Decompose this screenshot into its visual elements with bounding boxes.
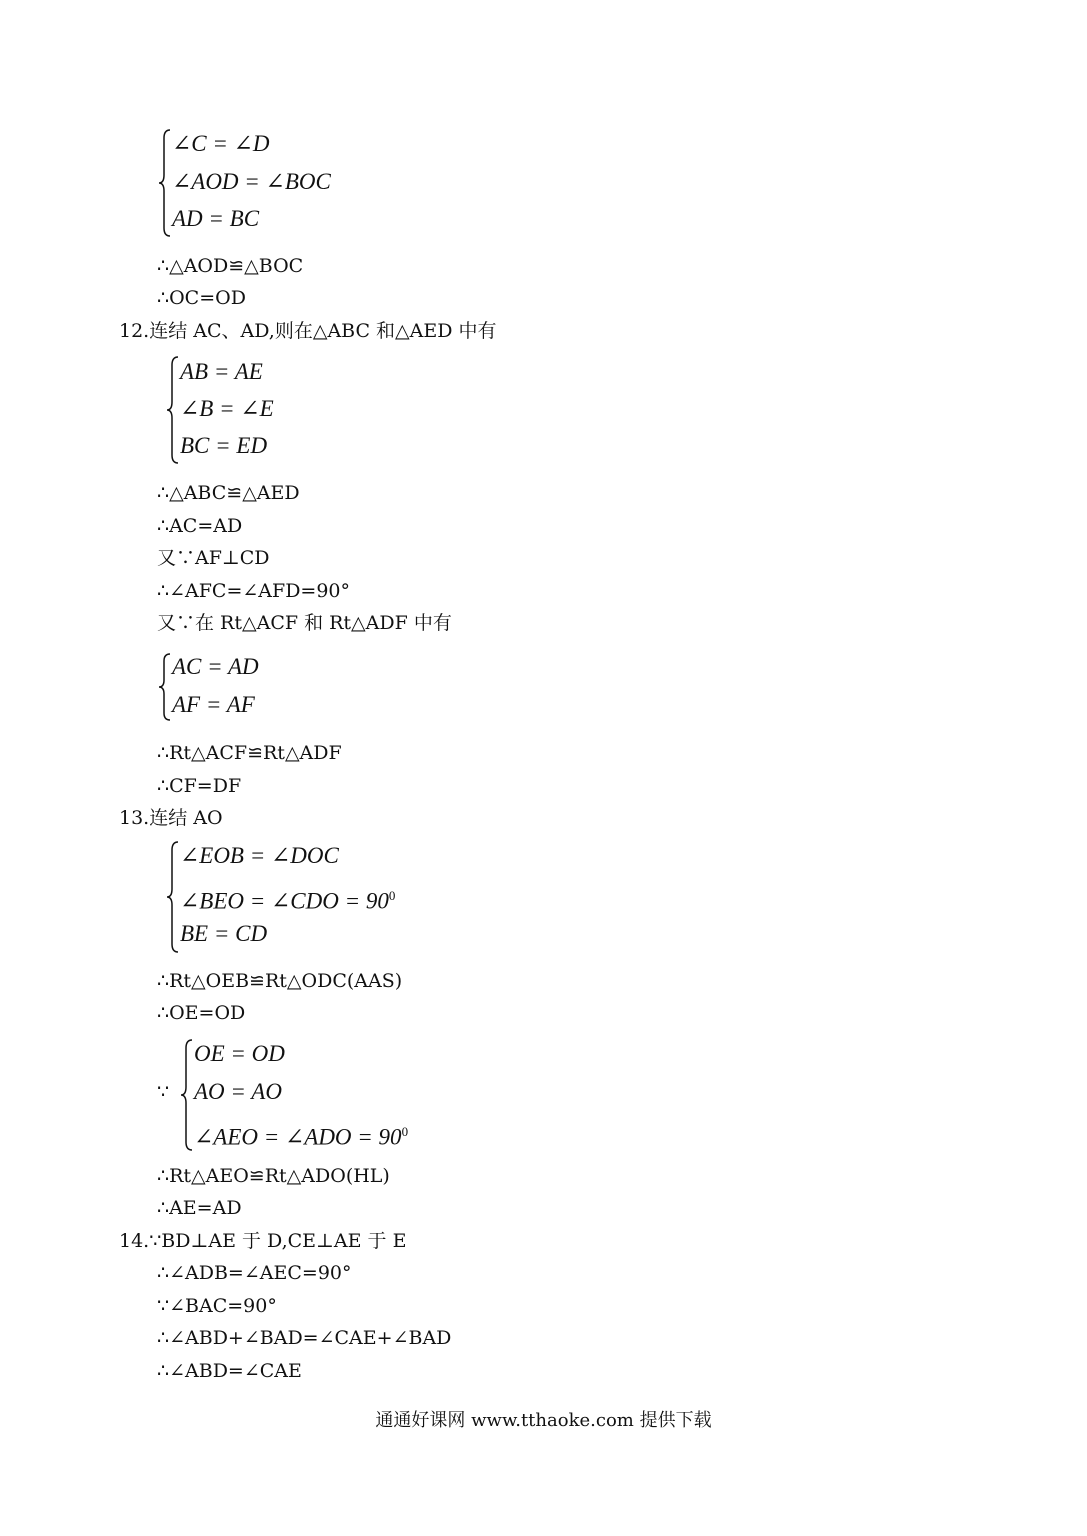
equation-row: AF = AF bbox=[172, 692, 255, 717]
proof-line: ∴∠ADB=∠AEC=90° bbox=[157, 1262, 352, 1284]
proof-line: 又∵在 Rt△ACF 和 Rt△ADF 中有 bbox=[157, 612, 452, 634]
because-symbol: ∵ bbox=[157, 1081, 170, 1103]
equation-text: ∠AEO = ∠ADO = 90 bbox=[194, 1124, 402, 1150]
proof-line: ∴Rt△OEB≌Rt△ODC(AAS) bbox=[157, 970, 403, 992]
equation-row: AD = BC bbox=[172, 206, 260, 231]
problem-heading: 14.∵BD⊥AE 于 D,CE⊥AE 于 E bbox=[119, 1230, 407, 1252]
superscript: 0 bbox=[401, 1124, 409, 1139]
problem-heading: 13.连结 AO bbox=[119, 807, 223, 829]
proof-line: ∴∠AFC=∠AFD=90° bbox=[157, 580, 351, 602]
left-brace bbox=[180, 1038, 194, 1152]
superscript: 0 bbox=[388, 888, 396, 903]
left-brace bbox=[166, 840, 180, 954]
equation-row: AB = AE bbox=[180, 359, 263, 384]
left-brace bbox=[166, 355, 180, 465]
equation-row: ∠C = ∠D bbox=[172, 131, 270, 156]
proof-line: 又∵AF⊥CD bbox=[157, 547, 270, 569]
equation-row bbox=[180, 882, 395, 916]
equation-row: OE = OD bbox=[194, 1041, 285, 1066]
equation-row: BC = ED bbox=[180, 433, 268, 458]
left-brace bbox=[158, 128, 172, 238]
proof-line: ∴OC=OD bbox=[157, 287, 246, 309]
equation-row: BE = CD bbox=[180, 921, 268, 946]
equation-row: ∠EOB = ∠DOC bbox=[180, 843, 339, 868]
left-brace bbox=[158, 652, 172, 722]
problem-heading: 12.连结 AC、AD,则在△ABC 和△AED 中有 bbox=[119, 320, 497, 342]
equation-row: ∠B = ∠E bbox=[180, 396, 274, 421]
equation-row: AO = AO bbox=[194, 1079, 282, 1104]
proof-line: ∴△ABC≌△AED bbox=[157, 482, 300, 504]
equation-row: AC = AD bbox=[172, 654, 259, 679]
proof-line: ∴△AOD≌△BOC bbox=[157, 255, 304, 277]
equation-row bbox=[194, 1118, 408, 1152]
equation-row: ∠AOD = ∠BOC bbox=[172, 169, 331, 194]
page-footer: 通通好课网 www.tthaoke.com 提供下载 bbox=[375, 1410, 712, 1431]
proof-line: ∴Rt△ACF≌Rt△ADF bbox=[157, 742, 342, 764]
proof-line: ∴OE=OD bbox=[157, 1002, 246, 1024]
proof-line: ∴∠ABD=∠CAE bbox=[157, 1360, 302, 1382]
proof-line: ∴AE=AD bbox=[157, 1197, 242, 1219]
proof-line: ∵∠BAC=90° bbox=[157, 1295, 277, 1317]
proof-line: ∴CF=DF bbox=[157, 775, 242, 797]
proof-line: ∴AC=AD bbox=[157, 515, 243, 537]
proof-line: ∴∠ABD+∠BAD=∠CAE+∠BAD bbox=[157, 1327, 452, 1349]
equation-text: ∠BEO = ∠CDO = 90 bbox=[180, 888, 389, 914]
proof-line: ∴Rt△AEO≌Rt△ADO(HL) bbox=[157, 1165, 390, 1187]
